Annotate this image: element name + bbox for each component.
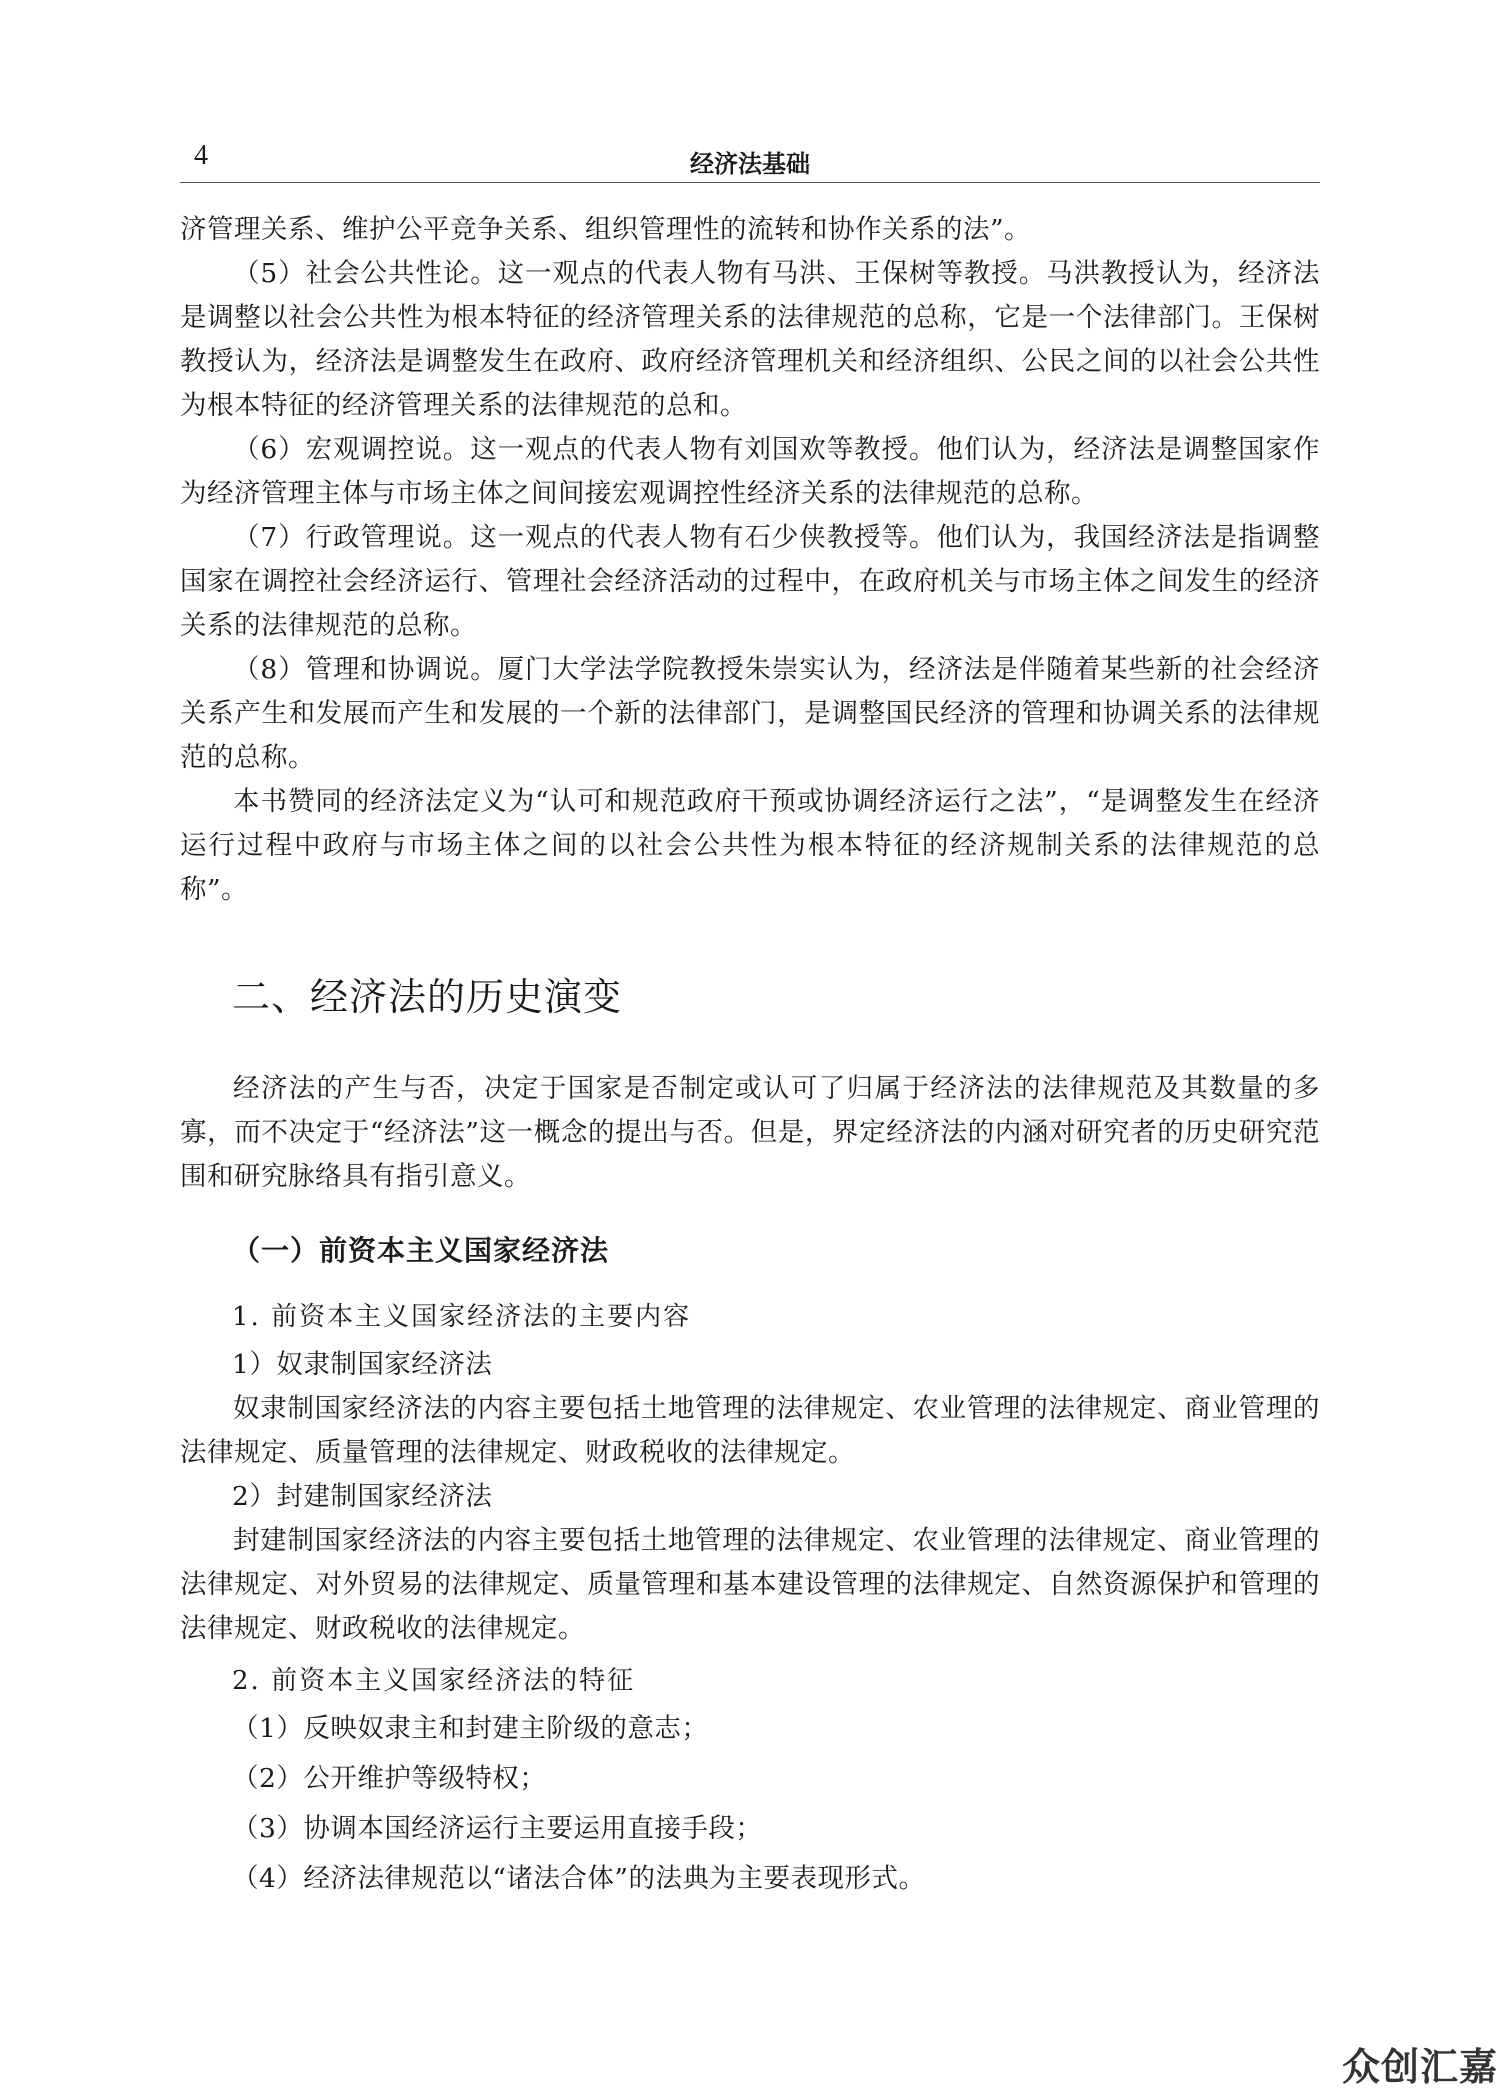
feature-item: （1）反映奴隶主和封建主阶级的意志； [232,1713,709,1744]
paragraph: 济管理关系、维护公平竞争关系、组织管理性的流转和协作关系的法”。 [180,214,1032,245]
subsub-heading: 1. 前资本主义国家经济法的主要内容 [232,1302,692,1332]
paragraph: （7）行政管理说。这一观点的代表人物有石少侠教授等。他们认为，我国经济法是指调整国家在调控社会经济运行、管理社会经济活动的过程中，在政府机关与市场主体之间发生的经济关系的法律规范的总称。 [180,522,1320,641]
feature-item: （4）经济法律规范以“诸法合体”的法典为主要表现形式。 [232,1863,926,1894]
page-number: 4 [194,140,208,171]
running-title: 经济法基础 [690,150,810,178]
paragraph: （6）宏观调控说。这一观点的代表人物有刘国欢等教授。他们认为，经济法是调整国家作为经济管理主体与市场主体之间间接宏观调控性经济关系的法律规范的总称。 [180,434,1320,509]
paragraph: 本书赞同的经济法定义为“认可和规范政府干预或协调经济运行之法”，“是调整发生在经济运行过程中政府与市场主体之间的以社会公共性为根本特征的经济规制关系的法律规范的总称”。 [180,786,1320,905]
subsection-title: （一）前资本主义国家经济法 [232,1234,610,1267]
item-heading: 1）奴隶制国家经济法 [232,1349,493,1380]
paragraph: 封建制国家经济法的内容主要包括土地管理的法律规定、农业管理的法律规定、商业管理的法律规定、对外贸易的法律规定、质量管理和基本建设管理的法律规定、自然资源保护和管理的法律规定、财政税收的法律规定。 [180,1525,1320,1644]
subsub-heading: 2. 前资本主义国家经济法的特征 [232,1666,636,1696]
section-title: 二、经济法的历史演变 [232,975,623,1019]
page-header [180,140,1320,183]
paragraph: 奴隶制国家经济法的内容主要包括土地管理的法律规定、农业管理的法律规定、商业管理的法律规定、质量管理的法律规定、财政税收的法律规定。 [180,1393,1320,1468]
feature-item: （3）协调本国经济运行主要运用直接手段； [232,1813,763,1844]
feature-item: （2）公开维护等级特权； [232,1763,547,1794]
section-intro: 经济法的产生与否，决定于国家是否制定或认可了归属于经济法的法律规范及其数量的多寡，而不决定于“经济法”这一概念的提出与否。但是，界定经济法的内涵对研究者的历史研究范围和研究脉络具有指引意义。 [180,1073,1320,1192]
watermark-logo: 众创汇嘉 [1341,2045,1498,2089]
body-text [180,208,1320,1907]
paragraph: （8）管理和协调说。厦门大学法学院教授朱崇实认为，经济法是伴随着某些新的社会经济关系产生和发展而产生和发展的一个新的法律部门，是调整国民经济的管理和协调关系的法律规范的总称。 [180,654,1320,773]
item-heading: 2）封建制国家经济法 [232,1481,493,1512]
paragraph: （5）社会公共性论。这一观点的代表人物有马洪、王保树等教授。马洪教授认为，经济法是调整以社会公共性为根本特征的经济管理关系的法律规范的总称，它是一个法律部门。王保树教授认为，经济法是调整发生在政府、政府经济管理机关和经济组织、公民之间的以社会公共性为根本特征的经济管理关系的法律规范的总和。 [180,258,1320,421]
